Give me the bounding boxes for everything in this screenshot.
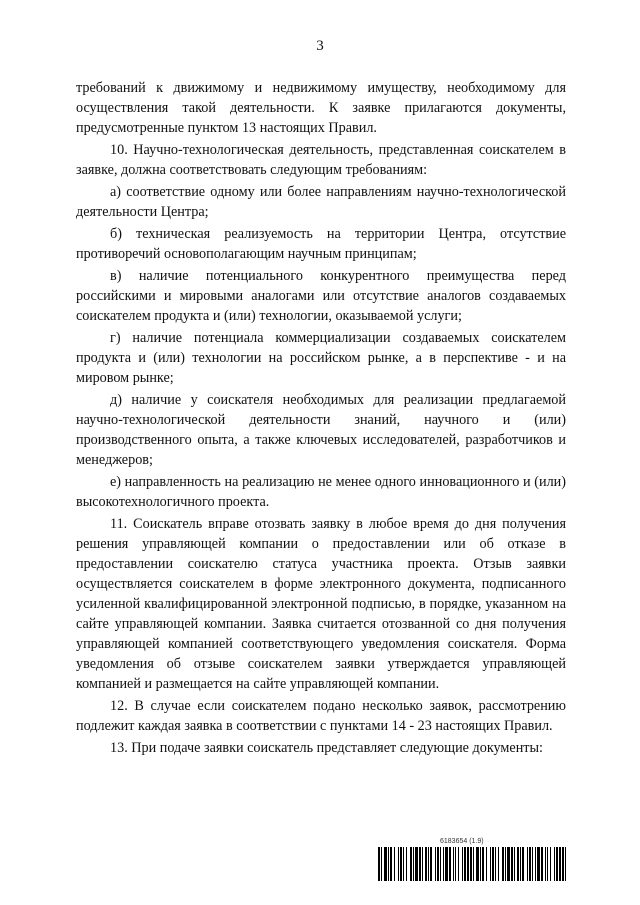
paragraph: 13. При подаче заявки соискатель представляет следующие документы: (110, 740, 543, 756)
barcode-icon (378, 847, 568, 881)
paragraph: е) направленность на реализацию не менее одного инновационного и (или) высокотехнологичного проекта. (76, 474, 566, 510)
paragraph: 10. Научно-технологическая деятельность, представленная соискателем в заявке, должна соответствовать следующим требованиям: (76, 142, 566, 178)
paragraph: г) наличие потенциала коммерциализации создаваемых соискателем продукта и (или) технологии на российском рынке, а в перспективе - и на мировом рынке; (76, 330, 566, 386)
document-body (76, 78, 566, 760)
paragraph: д) наличие у соискателя необходимых для реализации предлагаемой научно-технологической деятельности знаний, научного и (или) производственного опыта, а также ключевых исследователей, разработчиков и менеджеров; (76, 392, 566, 468)
page-number: 3 (316, 38, 324, 54)
paragraph: требований к движимому и недвижимому имуществу, необходимому для осуществления такой деятельности. К заявке прилагаются документы, предусмотренные пунктом 13 настоящих Правил. (76, 80, 566, 136)
paragraph: б) техническая реализуемость на территории Центра, отсутствие противоречий основополагающим научным принципам; (76, 226, 566, 262)
paragraph: а) соответствие одному или более направлениям научно-технологической деятельности Центра; (76, 184, 566, 220)
barcode-number: 6183654 (1.9) (440, 838, 484, 845)
paragraph: 12. В случае если соискателем подано несколько заявок, рассмотрению подлежит каждая заявка в соответствии с пунктами 14 - 23 настоящих Правил. (76, 698, 566, 734)
paragraph: в) наличие потенциального конкурентного преимущества перед российскими и мировыми аналогами или отсутствие аналогов создаваемых соискателем продукта и (или) технологии, оказываемой услуги; (76, 268, 566, 324)
paragraph: 11. Соискатель вправе отозвать заявку в любое время до дня получения решения управляющей компании о предоставлении или об отказе в предоставлении соискателю статуса участника проекта. Отзыв заявки осуществляется соискателем в форме электронного документа, подписанного усиленной квалифицированной электронной подписью, в порядке, указанном на сайте управляющей компании. Заявка считается отозванной со дня получения управляющей компанией соответствующего уведомления соискателя. Форма уведомления об отзыве соискателем заявки утверждается управляющей компанией и размещается на сайте управляющей компании. (76, 516, 566, 692)
